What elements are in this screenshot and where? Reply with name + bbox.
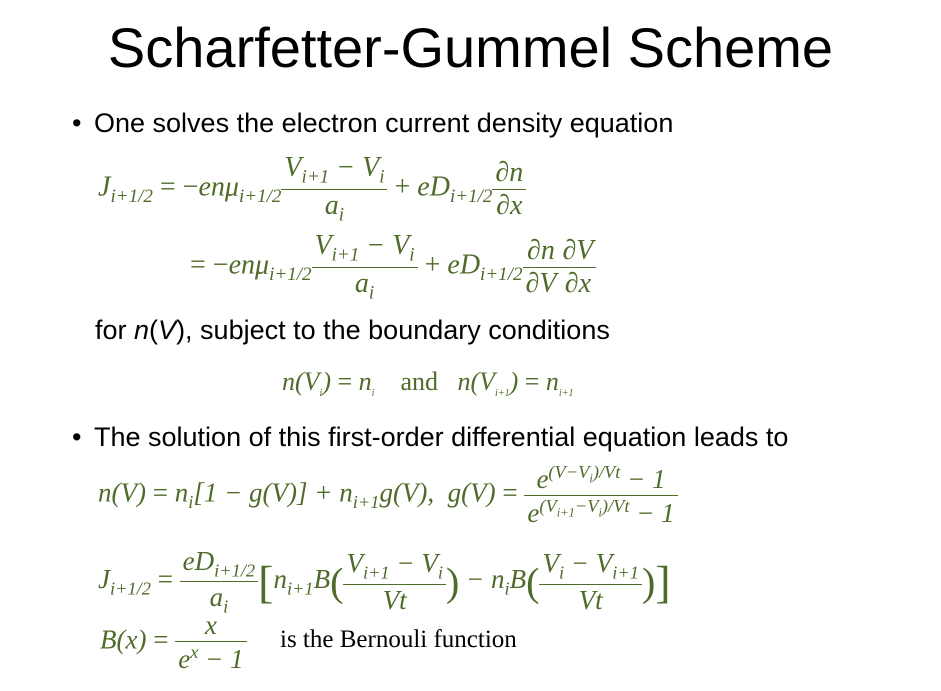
solution-equation: $n(V) = n_i[1 - g(V)] + n_{i+1}g(V)$, g(V) = $\frac{e^{(V-V_i)/Vt} - 1}{e^{(V_{i+1}-V_i)/Vt} - 1}$ — [98, 462, 678, 529]
bullet-1 — [72, 107, 673, 139]
for-prefix: for — [95, 315, 135, 345]
bullet-2-text: The solution of this first-order differential equation leads to — [94, 422, 789, 452]
for-suffix: ), subject to the boundary conditions — [176, 315, 610, 345]
boundary-conditions-equation: $n(V_i) = n_i$ and $n(V_{i+1}) = n_{i+1}$ — [282, 367, 574, 400]
and-word: and — [400, 367, 438, 396]
var-v: V — [158, 315, 177, 345]
var-n: n — [134, 315, 150, 345]
bullet-symbol: • — [72, 108, 82, 138]
current-density-equation-1: $J_{i+1/2} = -en\mu_{i+1/2}$ $\frac{V_{i+1} - V_i}{a_i}$ + $eD_{i+1/2}$ $\frac{\partial n}{\partial x}$ — [98, 152, 526, 226]
bullet-1-text: One solves the electron current density equation — [94, 108, 674, 138]
bernoulli-label: is the Bernouli function — [280, 626, 517, 653]
bullet-symbol: • — [72, 422, 82, 452]
slide-title: Scharfetter-Gummel Scheme — [107, 16, 834, 79]
bullet-2 — [72, 421, 788, 453]
bernoulli-function-equation: B(x) = $\frac{x}{e^x - 1}$ — [100, 610, 247, 675]
paren-open: ( — [149, 315, 159, 345]
boundary-conditions-intro — [95, 314, 610, 346]
current-density-equation-2: = −enμ$_{i+1/2}$ $\frac{V_{i+1} - V_i}{a_i}$ + $eD_{i+1/2}$ $\frac{\partial n}{\partial V}$ $\frac{\partial V}{\partial x}$ — [190, 230, 596, 304]
current-bernoulli-equation: $J_{i+1/2}$ = $\frac{eD_{i+1/2}}{a_i}$ [$n_{i+1}B$( $\frac{V_{i+1} - V_i}{Vt}$ ) − $n_iB$( $\frac{V_i - V_{i+1}}{Vt}$ )] — [98, 546, 671, 617]
